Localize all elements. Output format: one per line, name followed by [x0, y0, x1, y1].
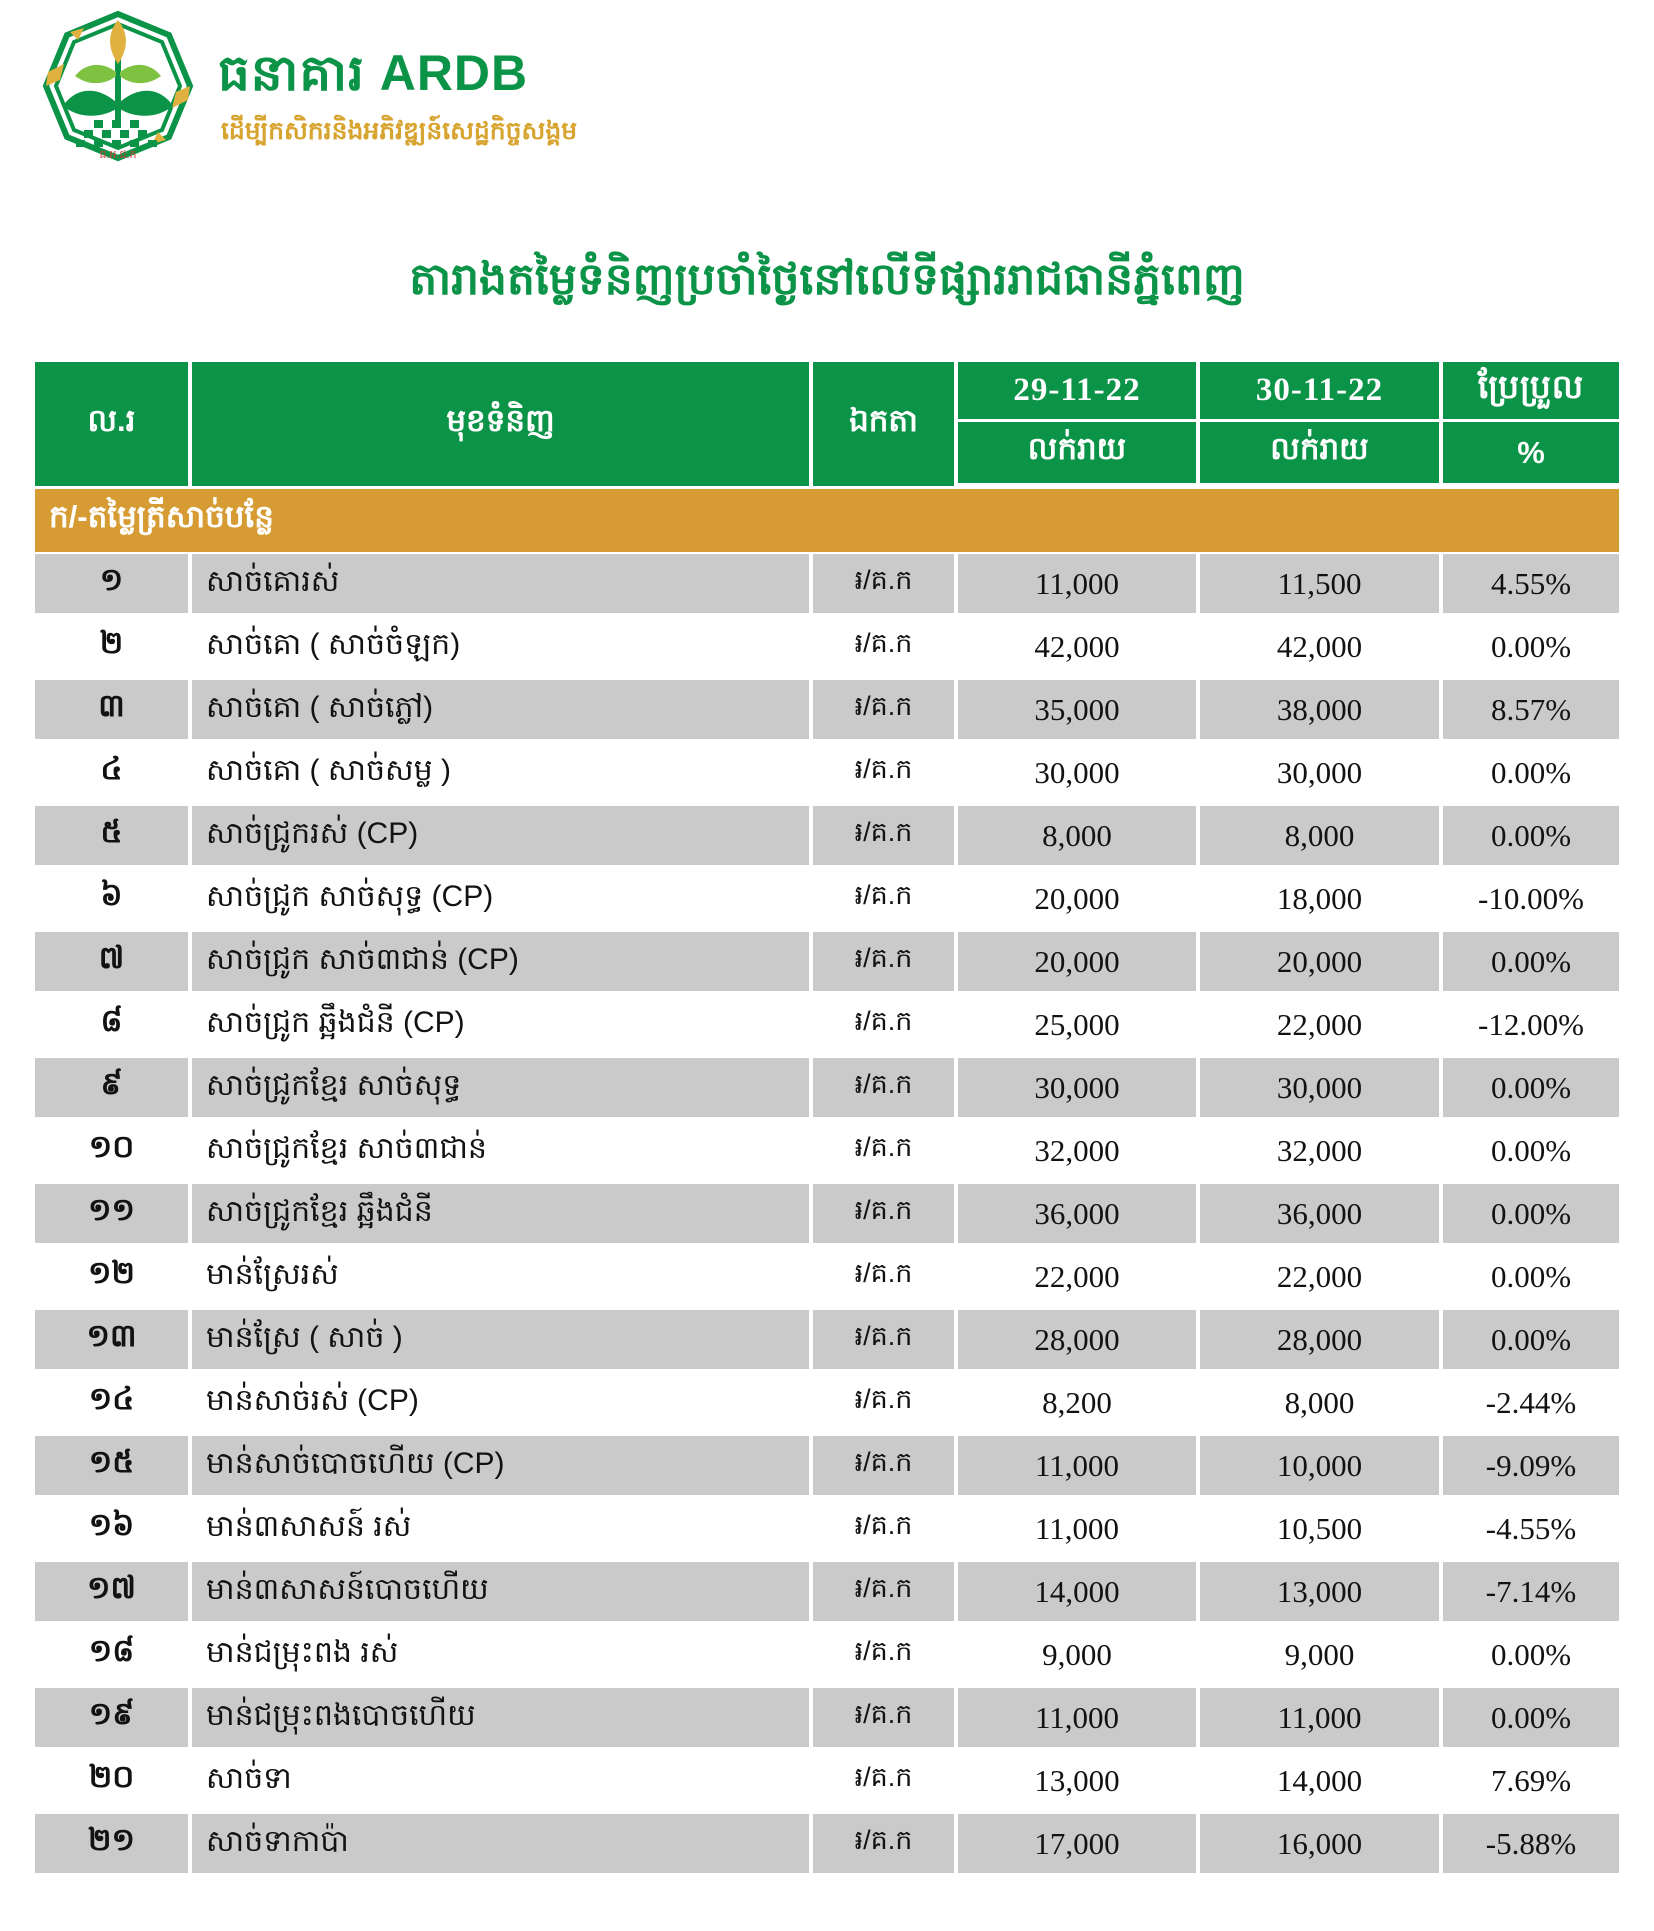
row-price-day2: 16,000 [1200, 1814, 1443, 1877]
row-unit: ៛/គ.ក [813, 1184, 958, 1247]
row-change: -5.88% [1443, 1814, 1619, 1877]
row-price-day1: 30,000 [958, 743, 1200, 806]
row-price-day2: 8,000 [1200, 1373, 1443, 1436]
table-body [35, 554, 1619, 1877]
table-row [35, 1058, 1619, 1121]
row-price-day2: 8,000 [1200, 806, 1443, 869]
row-no: ១៩ [35, 1688, 192, 1751]
row-price-day2: 9,000 [1200, 1625, 1443, 1688]
row-no: ១០ [35, 1121, 192, 1184]
table-row [35, 869, 1619, 932]
row-no: ៣ [35, 680, 192, 743]
row-no: ៧ [35, 932, 192, 995]
row-price-day1: 36,000 [958, 1184, 1200, 1247]
row-no: ១៧ [35, 1562, 192, 1625]
row-commodity: សាច់ជ្រូក សាច់សុទ្ធ (CP) [192, 869, 813, 932]
header-unit: ឯកតា [813, 362, 954, 486]
header-retail-1: លក់រាយ [958, 422, 1196, 483]
row-price-day2: 11,500 [1200, 554, 1443, 617]
row-price-day1: 11,000 [958, 554, 1200, 617]
row-price-day2: 11,000 [1200, 1688, 1443, 1751]
page-title: តារាងតម្លៃទំនិញប្រចាំថ្ងៃនៅលើទីផ្សាររាជធានីភ្នំពេញ [409, 255, 1245, 304]
row-unit: ៛/គ.ក [813, 1373, 958, 1436]
row-commodity: មាន់ស្រែរស់ [192, 1247, 813, 1310]
table-row [35, 1436, 1619, 1499]
row-no: ១១ [35, 1184, 192, 1247]
row-change: 0.00% [1443, 806, 1619, 869]
row-commodity: មាន់ស្រែ ( សាច់ ) [192, 1310, 813, 1373]
row-change: 0.00% [1443, 1058, 1619, 1121]
header-col-no [35, 362, 192, 486]
row-price-day2: 42,000 [1200, 617, 1443, 680]
row-commodity: សាច់ជ្រូកខ្មែរ ឆ្អឹងជំនី [192, 1184, 813, 1247]
row-no: ១៥ [35, 1436, 192, 1499]
row-commodity: សាច់ជ្រូករស់ (CP) [192, 806, 813, 869]
row-price-day2: 13,000 [1200, 1562, 1443, 1625]
row-unit: ៛/គ.ក [813, 1688, 958, 1751]
row-price-day2: 10,000 [1200, 1436, 1443, 1499]
header-commodity: មុខទំនិញ [192, 362, 809, 486]
row-change: 0.00% [1443, 1247, 1619, 1310]
row-no: ២ [35, 617, 192, 680]
row-no: ១៤ [35, 1373, 192, 1436]
row-price-day2: 38,000 [1200, 680, 1443, 743]
row-price-day1: 35,000 [958, 680, 1200, 743]
row-commodity: សាច់គោ ( សាច់ចំឡក) [192, 617, 813, 680]
row-price-day2: 14,000 [1200, 1751, 1443, 1814]
row-no: ១ [35, 554, 192, 617]
row-no: ២១ [35, 1814, 192, 1877]
table-row [35, 1751, 1619, 1814]
table-header [35, 362, 1619, 486]
row-commodity: សាច់ជ្រូកខ្មែរ សាច់៣ជាន់ [192, 1121, 813, 1184]
row-no: ៤ [35, 743, 192, 806]
row-no: ៦ [35, 869, 192, 932]
table-row [35, 1562, 1619, 1625]
row-unit: ៛/គ.ក [813, 1058, 958, 1121]
row-price-day1: 20,000 [958, 869, 1200, 932]
row-no: ១៣ [35, 1310, 192, 1373]
row-no: ៩ [35, 1058, 192, 1121]
header-col-unit [813, 362, 958, 486]
row-no: ១៨ [35, 1625, 192, 1688]
row-change: 4.55% [1443, 554, 1619, 617]
row-change: 8.57% [1443, 680, 1619, 743]
row-commodity: សាច់ទា [192, 1751, 813, 1814]
row-price-day2: 22,000 [1200, 995, 1443, 1058]
row-change: -2.44% [1443, 1373, 1619, 1436]
table-row [35, 554, 1619, 617]
header-retail-2: លក់រាយ [1200, 422, 1439, 483]
header-date-2: 30-11-22 [1200, 362, 1439, 422]
row-change: 0.00% [1443, 1625, 1619, 1688]
row-price-day1: 11,000 [958, 1436, 1200, 1499]
table-row [35, 617, 1619, 680]
row-commodity: មាន់សាច់រស់ (CP) [192, 1373, 813, 1436]
row-unit: ៛/គ.ក [813, 1247, 958, 1310]
row-unit: ៛/គ.ក [813, 680, 958, 743]
row-no: ៨ [35, 995, 192, 1058]
row-no: ២០ [35, 1751, 192, 1814]
row-commodity: សាច់ទាកាប៉ា [192, 1814, 813, 1877]
row-price-day1: 8,000 [958, 806, 1200, 869]
row-price-day2: 36,000 [1200, 1184, 1443, 1247]
price-table [35, 362, 1619, 1877]
logo-abbr-text: ធ.អ.ជ.ក [99, 149, 137, 161]
row-unit: ៛/គ.ក [813, 806, 958, 869]
row-price-day2: 18,000 [1200, 869, 1443, 932]
row-price-day1: 32,000 [958, 1121, 1200, 1184]
row-unit: ៛/គ.ក [813, 617, 958, 680]
row-price-day2: 20,000 [1200, 932, 1443, 995]
header-col-date1 [958, 362, 1200, 486]
row-commodity: សាច់គោ ( សាច់ភ្លៅ) [192, 680, 813, 743]
row-commodity: សាច់ជ្រូកខ្មែរ សាច់សុទ្ធ [192, 1058, 813, 1121]
row-change: 7.69% [1443, 1751, 1619, 1814]
row-price-day1: 13,000 [958, 1751, 1200, 1814]
row-unit: ៛/គ.ក [813, 1814, 958, 1877]
table-row [35, 995, 1619, 1058]
row-unit: ៛/គ.ក [813, 932, 958, 995]
row-unit: ៛/គ.ក [813, 995, 958, 1058]
table-row [35, 1814, 1619, 1877]
header-change: ប្រែប្រួល [1443, 362, 1619, 422]
table-row [35, 743, 1619, 806]
row-unit: ៛/គ.ក [813, 1625, 958, 1688]
brand-name: ធនាគារ ARDB [218, 45, 529, 101]
row-price-day1: 11,000 [958, 1499, 1200, 1562]
row-commodity: មាន់៣សាសន៍បោចហើយ [192, 1562, 813, 1625]
row-no: ១៦ [35, 1499, 192, 1562]
header-date-1: 29-11-22 [958, 362, 1196, 422]
row-commodity: មាន់៣សាសន៍ រស់ [192, 1499, 813, 1562]
row-price-day1: 9,000 [958, 1625, 1200, 1688]
row-change: -7.14% [1443, 1562, 1619, 1625]
row-commodity: មាន់ជម្រុះពង រស់ [192, 1625, 813, 1688]
row-price-day2: 30,000 [1200, 743, 1443, 806]
row-price-day2: 30,000 [1200, 1058, 1443, 1121]
row-price-day1: 11,000 [958, 1688, 1200, 1751]
row-commodity: សាច់គោរស់ [192, 554, 813, 617]
row-price-day1: 8,200 [958, 1373, 1200, 1436]
row-unit: ៛/គ.ក [813, 1436, 958, 1499]
row-no: ១២ [35, 1247, 192, 1310]
table-row [35, 932, 1619, 995]
row-price-day1: 17,000 [958, 1814, 1200, 1877]
table-row [35, 1373, 1619, 1436]
row-change: 0.00% [1443, 1121, 1619, 1184]
row-change: 0.00% [1443, 932, 1619, 995]
row-commodity: សាច់ជ្រូក សាច់៣ជាន់ (CP) [192, 932, 813, 995]
row-unit: ៛/គ.ក [813, 1310, 958, 1373]
table-row [35, 680, 1619, 743]
table-row [35, 1688, 1619, 1751]
row-price-day1: 25,000 [958, 995, 1200, 1058]
row-commodity: សាច់ជ្រូក ឆ្អឹងជំនី (CP) [192, 995, 813, 1058]
row-change: 0.00% [1443, 1310, 1619, 1373]
row-price-day1: 20,000 [958, 932, 1200, 995]
section-header: ក/-តម្លៃត្រីសាច់បន្លែ [35, 489, 1619, 552]
row-unit: ៛/គ.ក [813, 554, 958, 617]
header-col-date2 [1200, 362, 1443, 486]
brand-slogan: ដើម្បីកសិករនិងអភិវឌ្ឍន៍សេដ្ឋកិច្ចសង្គម [221, 117, 578, 145]
row-price-day2: 28,000 [1200, 1310, 1443, 1373]
table-row [35, 1247, 1619, 1310]
ardb-logo-svg [34, 10, 202, 162]
row-price-day1: 30,000 [958, 1058, 1200, 1121]
row-no: ៥ [35, 806, 192, 869]
row-unit: ៛/គ.ក [813, 743, 958, 806]
row-price-day1: 14,000 [958, 1562, 1200, 1625]
row-unit: ៛/គ.ក [813, 1121, 958, 1184]
row-change: 0.00% [1443, 1688, 1619, 1751]
row-commodity: មាន់ជម្រុះពងបោចហើយ [192, 1688, 813, 1751]
header-col-commodity [192, 362, 813, 486]
header-no: ល.រ [35, 362, 188, 486]
table-row [35, 1184, 1619, 1247]
row-change: -10.00% [1443, 869, 1619, 932]
table-row [35, 1121, 1619, 1184]
row-unit: ៛/គ.ក [813, 1751, 958, 1814]
table-row [35, 1499, 1619, 1562]
row-change: 0.00% [1443, 617, 1619, 680]
ardb-logo-icon [34, 10, 202, 167]
row-commodity: មាន់សាច់បោចហើយ (CP) [192, 1436, 813, 1499]
row-price-day2: 32,000 [1200, 1121, 1443, 1184]
table-row [35, 1310, 1619, 1373]
row-price-day2: 10,500 [1200, 1499, 1443, 1562]
row-change: 0.00% [1443, 743, 1619, 806]
row-price-day1: 22,000 [958, 1247, 1200, 1310]
row-change: -12.00% [1443, 995, 1619, 1058]
row-price-day1: 28,000 [958, 1310, 1200, 1373]
row-change: -4.55% [1443, 1499, 1619, 1562]
row-unit: ៛/គ.ក [813, 1562, 958, 1625]
row-unit: ៛/គ.ក [813, 869, 958, 932]
table-row [35, 1625, 1619, 1688]
row-commodity: សាច់គោ ( សាច់សម្ល ) [192, 743, 813, 806]
header-percent-label: % [1443, 422, 1619, 483]
row-price-day2: 22,000 [1200, 1247, 1443, 1310]
row-change: -9.09% [1443, 1436, 1619, 1499]
row-unit: ៛/គ.ក [813, 1499, 958, 1562]
table-row [35, 806, 1619, 869]
header-col-change [1443, 362, 1619, 486]
row-change: 0.00% [1443, 1184, 1619, 1247]
row-price-day1: 42,000 [958, 617, 1200, 680]
